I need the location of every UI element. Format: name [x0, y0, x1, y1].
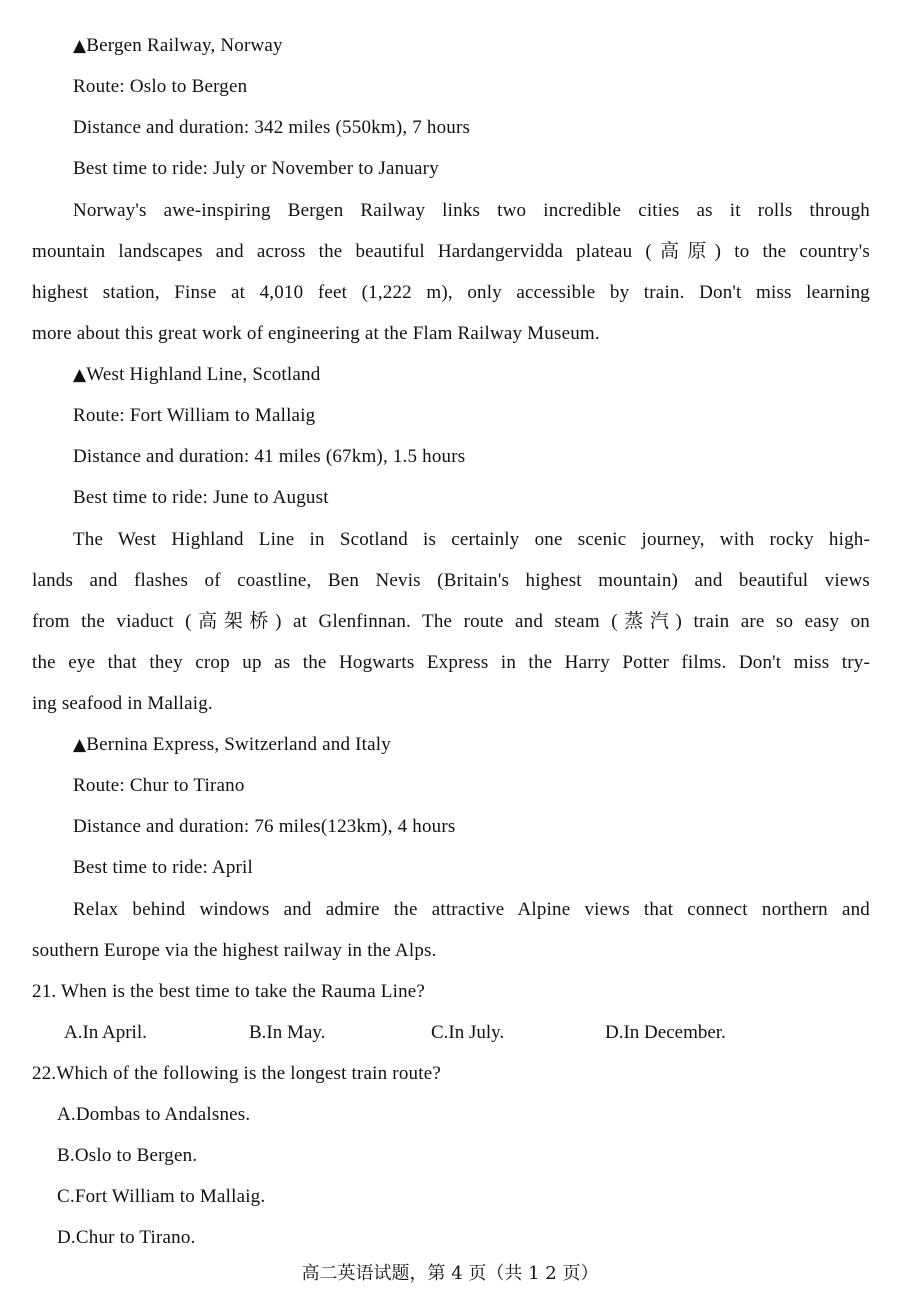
- description-line: lands and flashes of coastline, Ben Nevis (Britain's highest mountain) and beautiful views: [32, 570, 870, 591]
- question-21-stem: 21. When is the best time to take the Rauma Line?: [32, 981, 426, 1002]
- description-line: the eye that they crop up as the Hogwarts Express in the Harry Potter films. Don't miss try-: [32, 652, 870, 673]
- description-line: from the viaduct (高架桥) at Glenfinnan. The route and steam (蒸汽) train are so easy on: [32, 611, 870, 632]
- question-22-stem: 22.Which of the following is the longest train route?: [32, 1063, 441, 1084]
- option-c[interactable]: C.Fort William to Mallaig.: [57, 1186, 266, 1207]
- section-best-time: Best time to ride: June to August: [73, 487, 329, 508]
- option-a[interactable]: A.In April.: [64, 1022, 147, 1043]
- option-d[interactable]: D.In December.: [605, 1022, 726, 1043]
- description-line: more about this great work of engineering at the Flam Railway Museum.: [32, 323, 600, 344]
- section-route: Route: Oslo to Bergen: [73, 76, 248, 97]
- section-title-west-highland: ▲West Highland Line, Scotland: [73, 364, 321, 385]
- section-distance: Distance and duration: 76 miles(123km), 4 hours: [73, 816, 456, 837]
- description-line: highest station, Finse at 4,010 feet (1,222 m), only accessible by train. Don't miss learning: [32, 282, 870, 303]
- triangle-bullet-icon: ▲: [73, 735, 87, 755]
- description-line: Relax behind windows and admire the attractive Alpine views that connect northern and: [73, 899, 870, 920]
- option-b[interactable]: B.Oslo to Bergen.: [57, 1145, 198, 1166]
- section-best-time: Best time to ride: July or November to January: [73, 158, 439, 179]
- page-footer: 高二英语试题，第 4 页（共 1 2 页）: [301, 1263, 599, 1284]
- option-c[interactable]: C.In July.: [431, 1022, 505, 1043]
- section-distance: Distance and duration: 342 miles (550km), 7 hours: [73, 117, 471, 138]
- section-route: Route: Fort William to Mallaig: [73, 405, 316, 426]
- section-title-bergen: ▲Bergen Railway, Norway: [73, 35, 283, 56]
- description-line: Norway's awe-inspiring Bergen Railway links two incredible cities as it rolls through: [73, 200, 870, 221]
- option-b[interactable]: B.In May.: [249, 1022, 326, 1043]
- description-line: The West Highland Line in Scotland is certainly one scenic journey, with rocky high-: [73, 529, 870, 550]
- description-line: southern Europe via the highest railway in the Alps.: [32, 940, 437, 961]
- section-route: Route: Chur to Tirano: [73, 775, 245, 796]
- option-d[interactable]: D.Chur to Tirano.: [57, 1227, 196, 1248]
- section-distance: Distance and duration: 41 miles (67km), 1.5 hours: [73, 446, 466, 467]
- description-line: mountain landscapes and across the beautiful Hardangervidda plateau (高原) to the country's: [32, 241, 870, 262]
- section-title-bernina: ▲Bernina Express, Switzerland and Italy: [73, 734, 391, 755]
- option-a[interactable]: A.Dombas to Andalsnes.: [57, 1104, 251, 1125]
- triangle-bullet-icon: ▲: [73, 36, 87, 56]
- section-best-time: Best time to ride: April: [73, 857, 254, 878]
- triangle-bullet-icon: ▲: [73, 365, 87, 385]
- description-line: ing seafood in Mallaig.: [32, 693, 213, 714]
